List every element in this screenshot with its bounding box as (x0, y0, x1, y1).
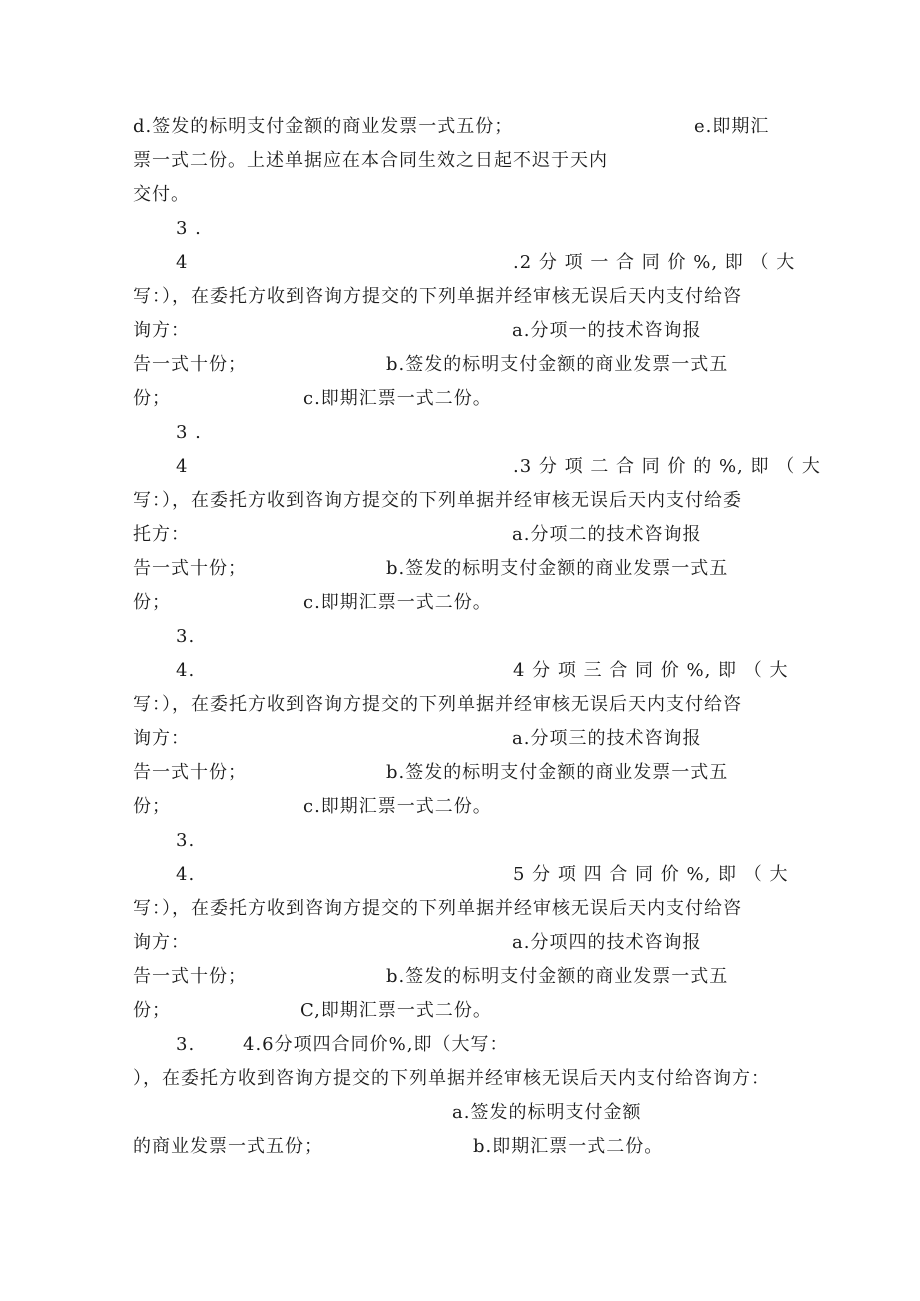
text-line: a.分项三的技术咨询报 (512, 728, 702, 749)
text-line: e.即期汇 (694, 116, 770, 137)
text-line: 3 . (176, 422, 202, 443)
text-line: 3. (176, 1034, 196, 1055)
text-line: 4 (176, 252, 189, 273)
text-line: 的商业发票一式五份； (133, 1136, 323, 1157)
text-line: a.分项一的技术咨询报 (512, 320, 702, 341)
text-line: c.即期汇票一式二份。 (303, 796, 492, 817)
text-line: b.签发的标明支付金额的商业发票一式五 (386, 966, 729, 987)
text-line: 告一式十份； (133, 966, 247, 987)
text-line: 4.6分项四合同价%,即（大写： (243, 1034, 509, 1055)
text-line: a.签发的标明支付金额 (452, 1102, 642, 1123)
text-line: d.签发的标明支付金额的商业发票一式五份； (133, 116, 514, 137)
text-line: 写：），在委托方收到咨询方提交的下列单据并经审核无误后天内支付给咨 (133, 898, 742, 919)
text-line: 4 分 项 三 合 同 价 %, 即 （ 大 (513, 660, 789, 681)
text-line: b.签发的标明支付金额的商业发票一式五 (386, 558, 729, 579)
text-line: 告一式十份； (133, 354, 247, 375)
text-line: 写：），在委托方收到咨询方提交的下列单据并经审核无误后天内支付给咨 (133, 694, 742, 715)
text-line: c.即期汇票一式二份。 (303, 592, 492, 613)
text-line: 3 . (176, 218, 202, 239)
text-line: 告一式十份； (133, 558, 247, 579)
text-line: c.即期汇票一式二份。 (303, 388, 492, 409)
text-line: 交付。 (133, 184, 190, 205)
text-line: .2 分 项 一 合 同 价 %, 即 （ 大 (513, 252, 796, 273)
text-line: 份； (133, 1000, 171, 1021)
text-line: b.即期汇票一式二份。 (473, 1136, 664, 1157)
text-line: b.签发的标明支付金额的商业发票一式五 (386, 762, 729, 783)
text-line: 写：），在委托方收到咨询方提交的下列单据并经审核无误后天内支付给咨 (133, 286, 742, 307)
text-line: 份； (133, 796, 171, 817)
text-line: a.分项二的技术咨询报 (512, 524, 702, 545)
text-line: C,即期汇票一式二份。 (300, 1000, 492, 1021)
text-line: 写：），在委托方收到咨询方提交的下列单据并经审核无误后天内支付给委 (133, 490, 742, 511)
text-line: 3. (176, 830, 196, 851)
text-line: 5 分 项 四 合 同 价 %, 即 （ 大 (513, 864, 789, 885)
text-line: 询方： (133, 728, 190, 749)
text-line: 票一式二份。上述单据应在本合同生效之日起不迟于天内 (133, 150, 608, 171)
text-line: 告一式十份； (133, 762, 247, 783)
text-line: b.签发的标明支付金额的商业发票一式五 (386, 354, 729, 375)
text-line: 询方： (133, 932, 190, 953)
text-line: a.分项四的技术咨询报 (512, 932, 702, 953)
text-line: 托方： (133, 524, 190, 545)
text-line: 询方： (133, 320, 190, 341)
text-line: 4. (176, 660, 196, 681)
text-line: 份； (133, 592, 171, 613)
text-line: 份； (133, 388, 171, 409)
text-line: .3 分 项 二 合 同 价 的 %, 即 （ 大 (513, 456, 821, 477)
text-line: 4 (176, 456, 189, 477)
text-line: 3. (176, 626, 196, 647)
text-line: 4. (176, 864, 196, 885)
text-line: ），在委托方收到咨询方提交的下列单据并经审核无误后天内支付给咨询方： (133, 1068, 770, 1089)
